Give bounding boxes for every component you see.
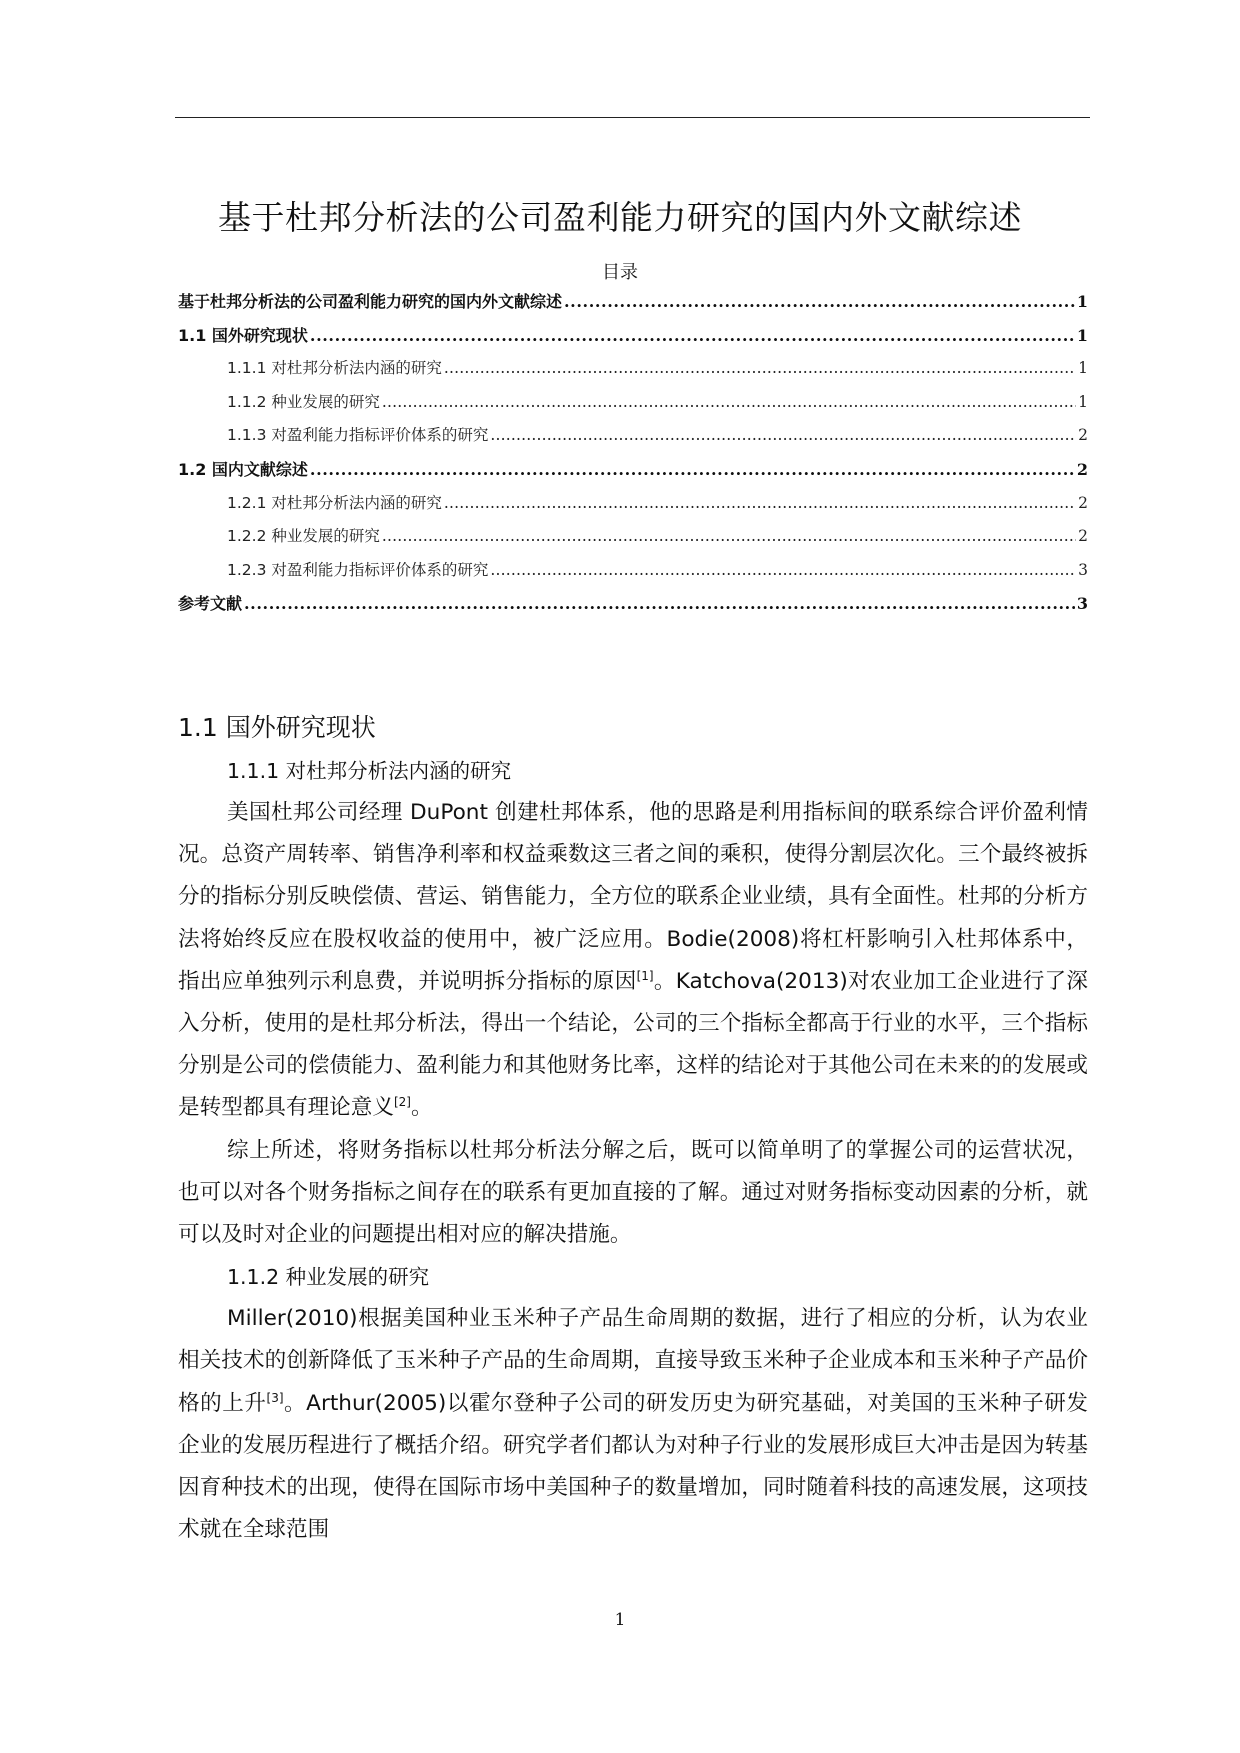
toc-entry[interactable] (178, 591, 1088, 625)
subsection-heading-1-1-1: 1.1.1 对杜邦分析法内涵的研究 (227, 759, 512, 783)
toc-entry[interactable] (178, 289, 1088, 323)
toc-entry-text: 1.1.2 种业发展的研究 (227, 392, 380, 411)
toc-entry[interactable] (178, 457, 1088, 491)
paragraph-summary: 综上所述，将财务指标以杜邦分析法分解之后，既可以简单明了的掌握公司的运营状况，也可以对各个财务指标之间存在的联系有更加直接的了解。通过对财务指标变动因素的分析，就可以及时对企业的问题提出相对应的解决措施。 (178, 1137, 1088, 1248)
toc-leader-dots (564, 292, 1075, 311)
toc-entry-page: 1 (1078, 359, 1088, 378)
document-title: 基于杜邦分析法的公司盈利能力研究的国内外文献综述 (218, 198, 1022, 237)
toc-entry-text: 基于杜邦分析法的公司盈利能力研究的国内外文献综述 (178, 292, 563, 311)
toc-entry-text: 1.2 国内文献综述 (178, 459, 308, 479)
toc-leader-dots (244, 594, 1075, 613)
paragraph-dupont-concept (178, 792, 1088, 1130)
toc-entry-page: 3 (1078, 560, 1088, 579)
toc-entry-text: 1.2.2 种业发展的研究 (227, 527, 380, 546)
toc-leader-dots (310, 326, 1075, 345)
toc-leader-dots (382, 527, 1076, 545)
citation-ref-1[interactable]: [1] (636, 968, 654, 983)
toc-leader-dots (382, 393, 1076, 411)
toc-leader-dots (444, 494, 1076, 512)
toc-entry-page: 2 (1078, 527, 1088, 546)
paragraph-text: 。Katchova(2013)对农业加工企业进行了深入分析，使用的是杜邦分析法，得出一个结论，公司的三个指标全都高于行业的水平，三个指标分别是公司的偿债能力、盈利能力和其他财务比率，这样的结论对于其他公司在未来的的发展或是转型都具有理论意义 (178, 968, 1088, 1121)
toc-entry[interactable] (178, 558, 1088, 592)
toc-entry-text: 1.2.3 对盈利能力指标评价体系的研究 (227, 560, 489, 579)
toc-entry-page: 1 (1078, 392, 1088, 411)
toc-entry-text: 1.2.1 对杜邦分析法内涵的研究 (227, 493, 442, 512)
paragraph-seed-industry (178, 1298, 1088, 1551)
toc-entry-page: 1 (1076, 292, 1088, 311)
toc-entry[interactable] (178, 491, 1088, 525)
toc-entry-page: 1 (1076, 325, 1088, 345)
paragraph-text: 。Arthur(2005)以霍尔登种子公司的研发历史为研究基础，对美国的玉米种子研发企业的发展历程进行了概括介绍。研究学者们都认为对种子行业的发展形成巨大冲击是因为转基因育种技术的出现，使得在国际市场中美国种子的数量增加，同时随着科技的高速发展，这项技术就在全球范围 (178, 1390, 1088, 1543)
toc-leader-dots (490, 561, 1076, 579)
toc-entry[interactable] (178, 390, 1088, 424)
toc-leader-dots (444, 359, 1076, 377)
toc-entry-text: 1.1 国外研究现状 (178, 325, 308, 345)
paragraph-text: 。 (410, 1095, 433, 1121)
document-body (178, 706, 1088, 1551)
header-rule (175, 117, 1090, 118)
toc-heading: 目录 (602, 262, 638, 283)
table-of-contents (178, 289, 1088, 625)
toc-entry[interactable] (178, 356, 1088, 390)
page-number: 1 (614, 1610, 626, 1630)
toc-entry-page: 2 (1078, 426, 1088, 445)
toc-entry[interactable] (178, 423, 1088, 457)
toc-entry-page: 3 (1076, 594, 1088, 614)
paragraph-text: 美国杜邦公司经理 DuPont 创建杜邦体系，他的思路是利用指标间的联系综合评价盈利情况。总资产周转率、销售净利率和权益乘数这三者之间的乘积，使得分割层次化。三个最终被拆分的指标分别反映偿债、营运、销售能力，全方位的联系企业业绩，具有全面性。杜邦的分析方法将始终反应在股权收益的使用中，被广泛应用。Bodie(2008)将杠杆影响引入杜邦体系中，指出应单独列示利息费，并说明拆分指标的原因 (178, 800, 1088, 994)
toc-leader-dots (490, 426, 1076, 444)
toc-entry-text: 1.1.3 对盈利能力指标评价体系的研究 (227, 426, 489, 445)
toc-entry[interactable] (178, 524, 1088, 558)
toc-leader-dots (310, 460, 1075, 479)
toc-entry-text: 参考文献 (178, 594, 243, 614)
subsection-heading-1-1-2: 1.1.2 种业发展的研究 (227, 1265, 430, 1290)
citation-ref-3[interactable]: [3] (266, 1390, 284, 1405)
toc-entry-page: 2 (1078, 493, 1088, 512)
toc-entry-text: 1.1.1 对杜邦分析法内涵的研究 (227, 359, 442, 378)
section-heading-1-1: 1.1 国外研究现状 (178, 713, 376, 742)
paragraph-text: Miller(2010)根据美国种业玉米种子产品生命周期的数据，进行了相应的分析，认为农业相关技术的创新降低了玉米种子产品的生命周期，直接导致玉米种子企业成本和玉米种子产品价格的上升 (178, 1306, 1088, 1416)
citation-ref-2[interactable]: [2] (393, 1095, 411, 1110)
toc-entry-page: 2 (1076, 459, 1088, 479)
toc-entry[interactable] (178, 323, 1088, 357)
